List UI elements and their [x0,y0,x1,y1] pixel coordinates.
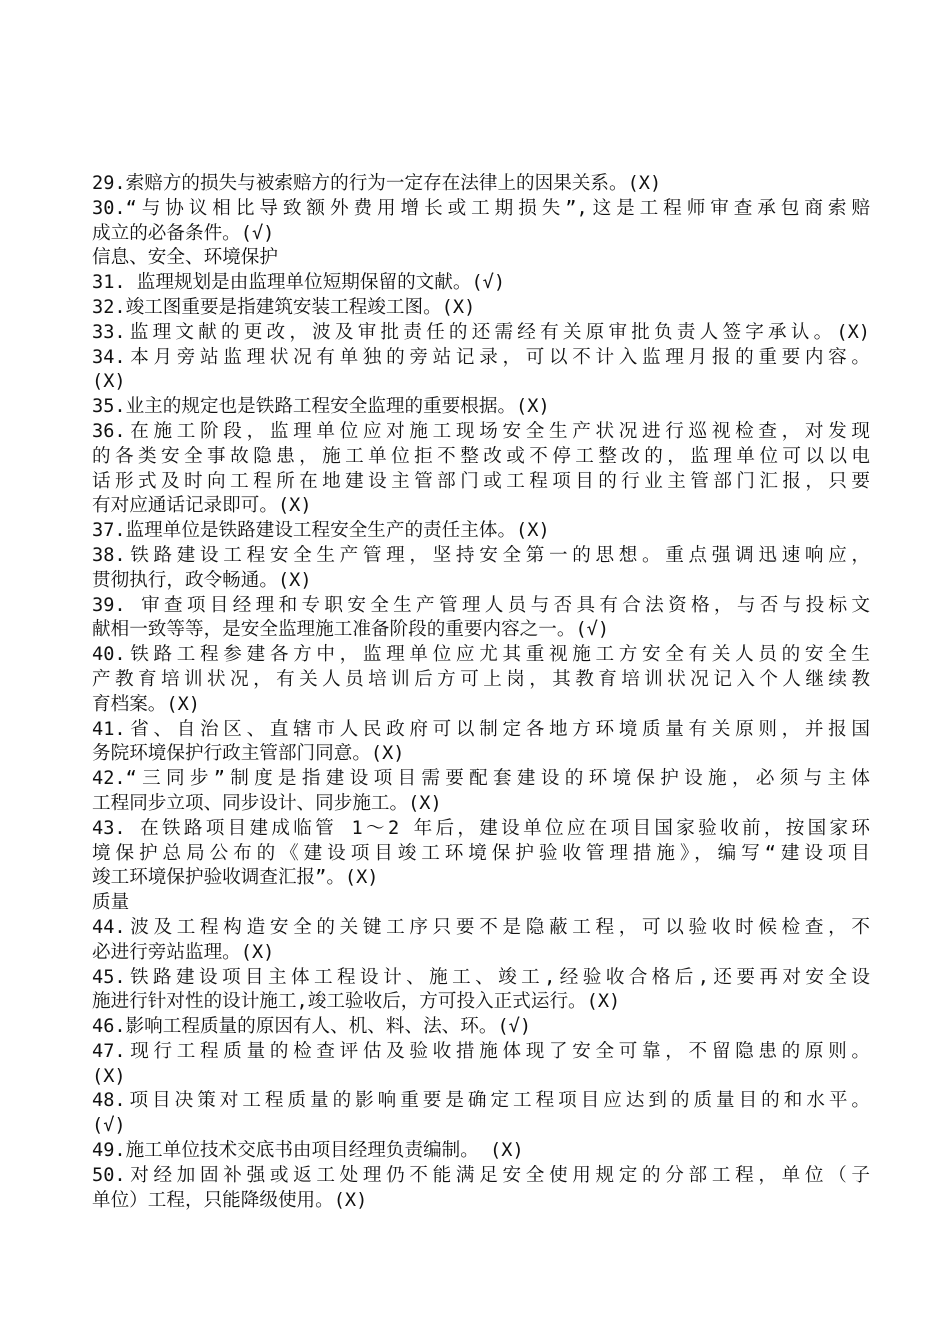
text-line: 37.监理单位是铁路建设工程安全生产的责任主体。(X) [92,520,550,542]
text-line: 49.施工单位技术交底书由项目经理负责编制。 (X) [92,1140,524,1162]
text-line: 29.索赔方的损失与被索赔方的行为一定存在法律上的因果关系。(X) [92,173,662,194]
text-line: 39. 审查项目经理和专职安全生产管理人员与否具有合法资格，与否与投标文 [92,594,870,616]
text-line: 42.“三同步”制度是指建设项目需要配套建设的环境保护设施，必须与主体 [92,768,870,790]
text-line: (√) [92,1115,126,1137]
text-line: 31. 监理规划是由监理单位短期保留的文献。(√) [92,272,506,294]
text-line: 务院环境保护行政主管部门同意。(X) [92,743,405,765]
text-line: 必进行旁站监理。(X) [92,941,275,963]
text-line: 45.铁路建设项目主体工程设计、施工、竣工,经验收合格后,还要再对安全设 [92,966,870,988]
text-line: 30.“与协议相比导致额外费用增长或工期损失”,这是工程师审查承包商索赔 [92,197,870,219]
text-line: 41.省、自治区、直辖市人民政府可以制定各地方环境质量有关原则，并报国 [92,718,870,740]
text-line: 贯彻执行，政令畅通。(X) [92,569,312,591]
text-line: 40.铁路工程参建各方中，监理单位应尤其重视施工方安全有关人员的安全生 [92,644,870,666]
text-line: 38.铁路建设工程安全生产管理，坚持安全第一的思想。重点强调迅速响应， [92,544,870,566]
text-line: (X) [92,1065,126,1087]
text-line: 工程同步立项、同步设计、同步施工。(X) [92,792,442,814]
text-line: 47.现行工程质量的检查评估及验收措施体现了安全可靠，不留隐患的原则。 [92,1040,870,1062]
text-line: 竣工环境保护验收调查汇报”。(X) [92,867,379,889]
text-line: 的各类安全事故隐患，施工单位拒不整改或不停工整改的，监理单位可以以电 [92,445,870,467]
text-line: 35.业主的规定也是铁路工程安全监理的重要根据。(X) [92,396,550,418]
text-line: 34.本月旁站监理状况有单独的旁站记录，可以不计入监理月报的重要内容。 [92,346,870,368]
text-line: 46.影响工程质量的原因有人、机、料、法、环。(√) [92,1016,532,1038]
text-line: 50.对经加固补强或返工处理仍不能满足安全使用规定的分部工程，单位（子 [92,1164,870,1186]
text-line: 33.监理文献的更改，波及审批责任的还需经有关原审批负责人签字承认。(X) [92,321,870,343]
text-line: 43. 在铁路项目建成临管 1～2 年后，建设单位应在项目国家验收前，按国家环 [92,817,870,839]
text-line: 献相一致等等，是安全监理施工准备阶段的重要内容之一。(√) [92,619,610,641]
section-heading: 信息、安全、环境保护 [92,247,278,269]
text-line: 单位）工程，只能降级使用。(X) [92,1189,368,1211]
text-line: 产教育培训状况，有关人员培训后方可上岗，其教育培训状况记入个人继续教 [92,668,870,690]
text-line: 32.竣工图重要是指建筑安装工程竣工图。(X) [92,296,476,318]
text-line: 44.波及工程构造安全的关键工序只要不是隐蔽工程，可以验收时候检查，不 [92,916,870,938]
text-line: 施进行针对性的设计施工,竣工验收后，方可投入正式运行。(X) [92,991,621,1013]
text-line: 成立的必备条件。(√) [92,222,275,244]
text-line: 境保护总局公布的《建设项目竣工环境保护验收管理措施》，编写“建设项目 [92,842,870,864]
text-line: 36.在施工阶段，监理单位应对施工现场安全生产状况进行巡视检查，对发现 [92,420,870,442]
text-line: 有对应通话记录即可。(X) [92,495,312,517]
section-heading: 质量 [92,892,130,914]
text-line: (X) [92,371,126,393]
document-body [92,172,870,1213]
text-line: 48.项目决策对工程质量的影响重要是确定工程项目应达到的质量目的和水平。 [92,1090,870,1112]
text-line: 话形式及时向工程所在地建设主管部门或工程项目的行业主管部门汇报，只要 [92,470,870,492]
text-line: 育档案。(X) [92,693,200,715]
